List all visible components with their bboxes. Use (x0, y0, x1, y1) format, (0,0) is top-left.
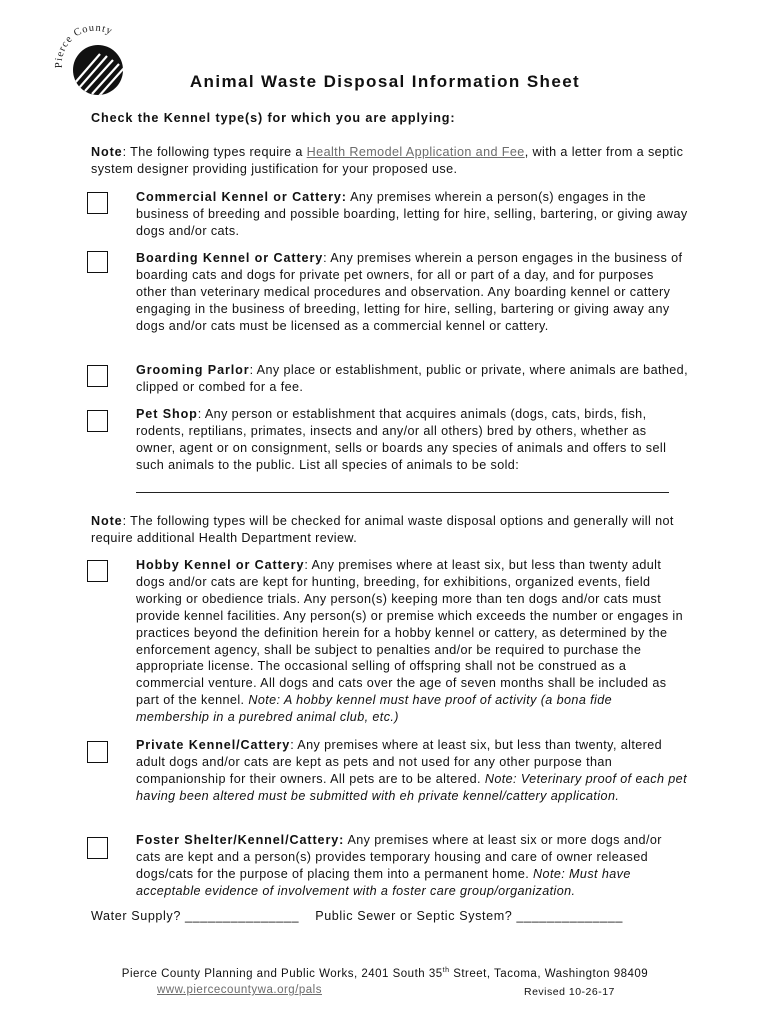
foster-shelter-checkbox[interactable] (87, 837, 108, 859)
note-label: Note (91, 514, 123, 528)
grooming-parlor-description: Grooming Parlor: Any place or establishment, public or private, where animals are bathed, clipped or combed for a fee. (136, 363, 688, 394)
species-entry-line[interactable] (136, 492, 669, 493)
hobby-kennel-checkbox[interactable] (87, 560, 108, 582)
note-section-2: Note: The following types will be checked for animal waste disposal options and generally will not require additional Health Department review. (91, 514, 674, 545)
page-title: Animal Waste Disposal Information Sheet (189, 72, 581, 91)
water-sewer-row (91, 909, 635, 923)
private-kennel-description: Private Kennel/Cattery: Any premises where at least six, but less than twenty, altered adult dogs and/or cats are kept as pets and not used for any other purpose than companionship for their owners. All pets are to be altered. Note: Veterinary proof of each pet having been altered must be submitted with eh private kennel/cattery application. (136, 738, 687, 803)
note-label: Note (91, 145, 123, 159)
instruction-text: Check the Kennel type(s) for which you are applying: (91, 111, 456, 125)
foster-shelter-description: Foster Shelter/Kennel/Cattery: Any premises where at least six or more dogs and/or cats are kept and a person(s) provides temporary housing and care of owner released dogs/cats for the purpose of placing them into a permanent home. Note: Must have acceptable evidence of involvement with a foster care group/organization. (136, 833, 662, 898)
footer-url-link[interactable]: www.piercecountywa.org/pals (157, 984, 322, 996)
revised-date: Revised 10-26-17 (524, 986, 615, 998)
pet-shop-description: Pet Shop: Any person or establishment that acquires animals (dogs, cats, birds, fish, rodents, reptilians, primates, insects and any/or all others) bred by others, whether as owner, agent or on consignment, sells or boards any species of animals and offers to sell such animals to the public. List all species of animals to be sold: (136, 407, 667, 472)
commercial-kennel-checkbox[interactable] (87, 192, 108, 214)
hobby-kennel-description: Hobby Kennel or Cattery: Any premises where at least six, but less than twenty adult dogs and/or cats are kept for hunting, breeding, for exhibitions, organized events, field working or obedience trials. Any person(s) keeping more than ten dogs and/or cats must provide kennel facilities. Any person(s) or premise which exceeds the number or engages in practices beyond the definition herein for a hobby kennel or cattery, as determined by the enforcement agency, shall be subject to penalties and/or be required to purchase the appropriate license. The occasional selling of offspring shall not be construed as a commercial venture. All dogs and cats over the age of seven months shall be included as part of the kennel. Note: A hobby kennel must have proof of activity (a bona fide membership in a purebred animal club, etc.) (136, 558, 684, 725)
grooming-parlor-checkbox[interactable] (87, 365, 108, 387)
private-kennel-checkbox[interactable] (87, 741, 108, 763)
note-section-1: Note: The following types require a Health Remodel Application and Fee, with a letter from a septic system designer providing justification for your proposed use. (91, 145, 684, 176)
logo-text: Pierce County (53, 22, 115, 69)
footer-address: Pierce County Planning and Public Works, 2401 South 35th Street, Tacoma, Washington 98409 (121, 967, 649, 980)
boarding-kennel-checkbox[interactable] (87, 251, 108, 273)
pet-shop-checkbox[interactable] (87, 410, 108, 432)
sewer-septic-field[interactable]: Public Sewer or Septic System? ______________ (315, 909, 623, 923)
boarding-kennel-description: Boarding Kennel or Cattery: Any premises wherein a person engages in the business of boarding cats and dogs for private pet owners, for all or part of a day, and for purposes other than veterinary medical procedures and observation. Any boarding kennel or cattery engaging in the business of breeding, letting for hire, selling, bartering or giving away any dogs and/or cats must be licensed as a commercial kennel or cattery. (136, 251, 683, 333)
health-remodel-link[interactable]: Health Remodel Application and Fee (306, 145, 525, 159)
commercial-kennel-description: Commercial Kennel or Cattery: Any premises wherein a person(s) engages in the business of breeding and possible boarding, letting for hire, selling, bartering, or giving away dogs and/or cats. (136, 190, 688, 238)
water-supply-field[interactable]: Water Supply? _______________ (91, 909, 300, 923)
